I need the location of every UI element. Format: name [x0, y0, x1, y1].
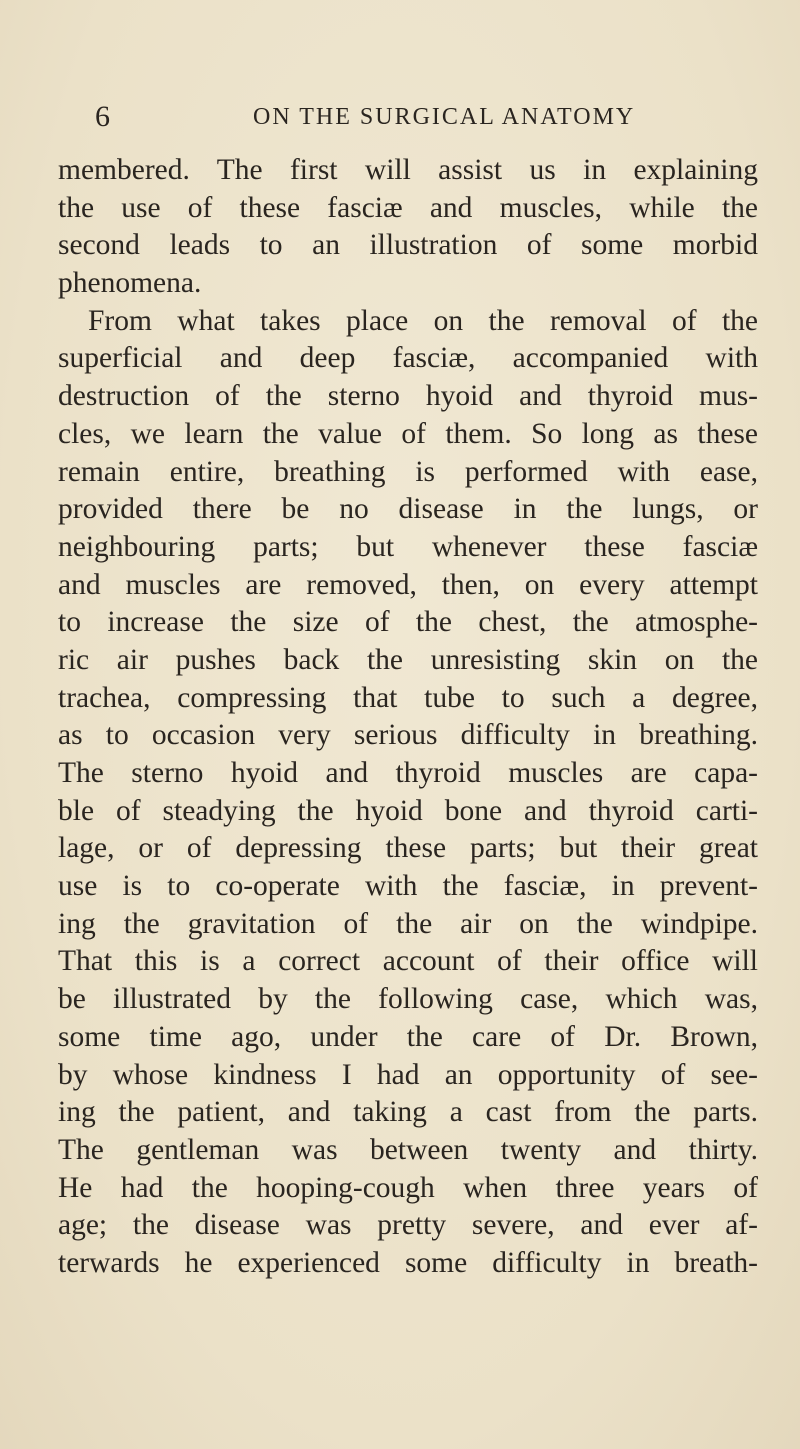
text-line: ric air pushes back the unresisting skin on the: [58, 643, 758, 676]
page-number: 6: [95, 100, 111, 133]
text-line: second leads to an illustration of some morbid: [58, 229, 758, 262]
text-line: provided there be no disease in the lungs, or: [58, 493, 758, 526]
text-line: terwards he experienced some difficulty in breath-: [58, 1246, 758, 1279]
text-line: ing the patient, and taking a cast from the parts.: [58, 1096, 758, 1129]
text-line: as to occasion very serious difficulty in breathing.: [58, 719, 758, 752]
text-line: and muscles are removed, then, on every attempt: [58, 568, 758, 601]
text-line: lage, or of depressing these parts; but their great: [58, 832, 758, 865]
text-line: ble of steadying the hyoid bone and thyroid carti-: [58, 794, 758, 827]
text-line: be illustrated by the following case, which was,: [58, 983, 758, 1016]
text-line: use is to co-operate with the fasciæ, in prevent-: [58, 870, 758, 903]
running-title: ON THE SURGICAL ANATOMY: [253, 104, 636, 130]
text-line: destruction of the sterno hyoid and thyroid mus-: [58, 380, 758, 413]
text-line: superficial and deep fasciæ, accompanied with: [58, 342, 758, 375]
text-line: ing the gravitation of the air on the windpipe.: [58, 907, 758, 940]
running-head: [95, 100, 715, 140]
text-line: neighbouring parts; but whenever these fasciæ: [58, 530, 758, 563]
text-line: by whose kindness I had an opportunity of see-: [58, 1058, 758, 1091]
text-line: age; the disease was pretty severe, and ever af-: [58, 1209, 758, 1242]
text-line: He had the hooping-cough when three years of: [58, 1171, 758, 1204]
body-text: [58, 152, 758, 1283]
text-line: The sterno hyoid and thyroid muscles are capa-: [58, 757, 758, 789]
text-line: some time ago, under the care of Dr. Brown,: [58, 1020, 758, 1053]
text-line: trachea, compressing that tube to such a degree,: [58, 681, 758, 714]
text-line: membered. The first will assist us in explaining: [58, 154, 758, 186]
text-line: phenomena.: [58, 267, 202, 300]
text-line: cles, we learn the value of them. So long as these: [58, 417, 758, 450]
text-line: to increase the size of the chest, the atmosphe-: [58, 606, 758, 639]
text-line: remain entire, breathing is performed with ease,: [58, 455, 758, 488]
text-line: the use of these fasciæ and muscles, while the: [58, 191, 758, 224]
text-line: The gentleman was between twenty and thirty.: [58, 1133, 758, 1166]
text-line: That this is a correct account of their office will: [58, 945, 758, 978]
text-line: From what takes place on the removal of the: [88, 304, 758, 337]
